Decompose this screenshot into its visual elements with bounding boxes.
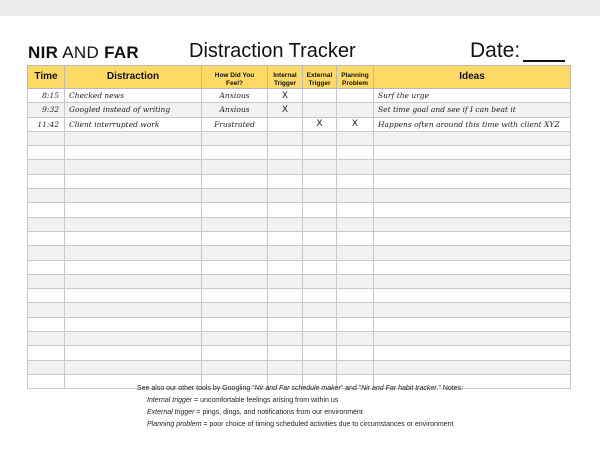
cell-ideas[interactable] [374,146,571,160]
table-row [28,289,571,303]
cell-time[interactable] [28,174,65,188]
cell-ideas[interactable] [374,260,571,274]
notes-internal-def: = uncomfortable feelings arising from within us [192,397,339,404]
cell-time[interactable] [28,260,65,274]
cell-feel[interactable] [202,174,268,188]
cell-time[interactable]: 8:15 [28,89,65,103]
notes-planning-def: = poor choice of timing scheduled activities due to circumstances or environment [201,421,454,428]
cell-distraction[interactable] [65,160,202,174]
cell-ideas[interactable] [374,131,571,145]
cell-external-trigger[interactable] [303,260,337,274]
cell-internal-trigger[interactable] [268,246,303,260]
cell-distraction[interactable] [65,317,202,331]
cell-time[interactable] [28,189,65,203]
cell-planning-problem[interactable] [337,203,374,217]
cell-ideas[interactable] [374,217,571,231]
cell-planning-problem[interactable] [337,289,374,303]
cell-planning-problem[interactable] [337,89,374,103]
cell-feel[interactable] [202,332,268,346]
cell-internal-trigger[interactable] [268,317,303,331]
table-header-row [28,66,571,89]
cell-feel[interactable] [202,160,268,174]
cell-external-trigger[interactable] [303,174,337,188]
col-header-internal-trigger [268,66,303,89]
cell-distraction[interactable] [65,231,202,245]
cell-internal-trigger[interactable] [268,203,303,217]
cell-feel[interactable] [202,146,268,160]
cell-ideas[interactable] [374,231,571,245]
cell-internal-trigger[interactable] [268,289,303,303]
cell-external-trigger[interactable] [303,332,337,346]
cell-feel[interactable] [202,131,268,145]
cell-distraction[interactable] [65,174,202,188]
cell-time[interactable] [28,246,65,260]
notes-line-planning [137,419,463,431]
col-header-planning-line1: Planning [341,72,369,79]
col-header-feel [202,66,268,89]
cell-ideas[interactable]: Set time goal and see if I can beat it [374,103,571,117]
cell-ideas[interactable] [374,360,571,374]
cell-time[interactable] [28,346,65,360]
table-row [28,217,571,231]
cell-distraction[interactable]: Checked news [65,89,202,103]
cell-internal-trigger[interactable] [268,217,303,231]
cell-feel[interactable]: Anxious [202,89,268,103]
cell-internal-trigger[interactable] [268,146,303,160]
cell-external-trigger[interactable] [303,317,337,331]
table-row [28,346,571,360]
cell-planning-problem[interactable] [337,246,374,260]
cell-distraction[interactable] [65,203,202,217]
table-row [28,103,571,117]
cell-external-trigger[interactable] [303,303,337,317]
col-header-ideas: Ideas [374,66,571,89]
cell-planning-problem[interactable] [337,160,374,174]
cell-internal-trigger[interactable] [268,332,303,346]
cell-ideas[interactable] [374,332,571,346]
table-row [28,303,571,317]
cell-planning-problem[interactable] [337,317,374,331]
notes-internal-term: Internal trigger [147,397,193,404]
cell-feel[interactable] [202,246,268,260]
cell-planning-problem[interactable] [337,360,374,374]
cell-feel[interactable] [202,231,268,245]
table-row [28,189,571,203]
cell-ideas[interactable] [374,174,571,188]
cell-internal-trigger[interactable] [268,131,303,145]
cell-feel[interactable] [202,217,268,231]
notes-tool-schedule-maker: Nir and Far schedule maker [254,385,341,392]
cell-feel[interactable] [202,317,268,331]
cell-distraction[interactable]: Client interrupted work [65,117,202,131]
notes-line-external [137,407,463,419]
col-header-internal-line1: Internal [273,72,297,79]
cell-internal-trigger[interactable] [268,346,303,360]
cell-feel[interactable] [202,346,268,360]
date-blank-line[interactable] [523,60,565,62]
col-header-feel-line1: How Did You [214,72,255,79]
cell-ideas[interactable] [374,246,571,260]
table-row [28,89,571,103]
cell-feel[interactable] [202,189,268,203]
cell-distraction[interactable]: Googled instead of writing [65,103,202,117]
cell-external-trigger[interactable] [303,246,337,260]
cell-time[interactable] [28,217,65,231]
cell-distraction[interactable] [65,346,202,360]
cell-distraction[interactable] [65,131,202,145]
cell-internal-trigger[interactable] [268,189,303,203]
cell-external-trigger[interactable] [303,189,337,203]
cell-planning-problem[interactable] [337,231,374,245]
table-row [28,317,571,331]
cell-ideas[interactable]: Happens often around this time with client XYZ [374,117,571,131]
brand-nir: NIR [28,43,59,62]
cell-time[interactable] [28,231,65,245]
cell-time[interactable] [28,332,65,346]
cell-feel[interactable]: Frustrated [202,117,268,131]
cell-distraction[interactable] [65,303,202,317]
cell-internal-trigger[interactable]: X [268,89,303,103]
table-row [28,231,571,245]
table-row [28,146,571,160]
cell-time[interactable]: 9:32 [28,103,65,117]
cell-internal-trigger[interactable] [268,174,303,188]
cell-distraction[interactable] [65,217,202,231]
cell-internal-trigger[interactable] [268,274,303,288]
brand-far: FAR [104,43,140,62]
cell-internal-trigger[interactable] [268,360,303,374]
cell-feel[interactable] [202,274,268,288]
cell-external-trigger[interactable] [303,231,337,245]
col-header-feel-line2: Feel? [226,79,243,87]
cell-internal-trigger[interactable] [268,303,303,317]
date-label: Date: [470,39,521,62]
cell-feel[interactable] [202,303,268,317]
cell-external-trigger[interactable] [303,203,337,217]
cell-external-trigger[interactable] [303,289,337,303]
cell-time[interactable] [28,317,65,331]
table-row [28,246,571,260]
col-header-external-line1: External [306,72,333,79]
cell-ideas[interactable] [374,317,571,331]
cell-external-trigger[interactable] [303,360,337,374]
cell-distraction[interactable] [65,332,202,346]
table-row [28,174,571,188]
cell-ideas[interactable] [374,189,571,203]
cell-ideas[interactable] [374,203,571,217]
cell-external-trigger[interactable] [303,131,337,145]
notes-planning-term: Planning problem [147,421,202,428]
table-row [28,360,571,374]
col-header-internal-line2: Trigger [273,79,297,87]
cell-distraction[interactable] [65,246,202,260]
cell-planning-problem[interactable] [337,332,374,346]
brand-and: AND [62,43,100,62]
cell-planning-problem[interactable] [337,103,374,117]
col-header-planning-problem [337,66,374,89]
cell-external-trigger[interactable]: X [303,117,337,131]
cell-planning-problem[interactable] [337,303,374,317]
cell-external-trigger[interactable] [303,103,337,117]
cell-internal-trigger[interactable] [268,260,303,274]
cell-planning-problem[interactable] [337,189,374,203]
cell-ideas[interactable] [374,274,571,288]
cell-time[interactable] [28,360,65,374]
cell-ideas[interactable] [374,160,571,174]
cell-distraction[interactable] [65,260,202,274]
brand-logo [28,43,139,63]
cell-internal-trigger[interactable] [268,160,303,174]
table-row [28,203,571,217]
cell-ideas[interactable] [374,289,571,303]
table-row [28,274,571,288]
cell-distraction[interactable] [65,274,202,288]
cell-distraction[interactable] [65,146,202,160]
cell-planning-problem[interactable] [337,131,374,145]
cell-external-trigger[interactable] [303,346,337,360]
notes-prefix: See also our other tools by Googling “ [137,385,255,392]
col-header-time: Time [28,66,65,89]
cell-internal-trigger[interactable] [268,231,303,245]
notes-line-internal [137,395,463,407]
cell-planning-problem[interactable] [337,260,374,274]
cell-time[interactable] [28,289,65,303]
notes-line-tools [137,383,463,395]
table-row [28,260,571,274]
page-title: Distraction Tracker [189,40,356,62]
cell-planning-problem[interactable] [337,174,374,188]
cell-internal-trigger[interactable]: X [268,103,303,117]
notes-external-term: External trigger [147,409,195,416]
notes-block [137,383,463,431]
cell-time[interactable]: 11:42 [28,117,65,131]
notes-tool-habit-tracker: Nir and Far habit tracker [361,385,437,392]
table-row [28,131,571,145]
cell-distraction[interactable] [65,360,202,374]
cell-time[interactable] [28,303,65,317]
cell-planning-problem[interactable] [337,274,374,288]
col-header-external-trigger [303,66,337,89]
cell-feel[interactable] [202,360,268,374]
cell-planning-problem[interactable] [337,146,374,160]
cell-ideas[interactable] [374,346,571,360]
notes-suffix: .” Notes: [436,385,464,392]
cell-external-trigger[interactable] [303,89,337,103]
cell-distraction[interactable] [65,189,202,203]
cell-time[interactable] [28,146,65,160]
cell-planning-problem[interactable] [337,346,374,360]
cell-ideas[interactable] [374,303,571,317]
cell-time[interactable] [28,274,65,288]
cell-time[interactable] [28,160,65,174]
cell-external-trigger[interactable] [303,146,337,160]
cell-time[interactable] [28,374,65,388]
cell-external-trigger[interactable] [303,217,337,231]
table-row [28,117,571,131]
col-header-distraction: Distraction [65,66,202,89]
notes-mid: ” and “ [340,385,362,392]
cell-time[interactable] [28,131,65,145]
cell-feel[interactable] [202,203,268,217]
table-body [28,89,571,389]
cell-internal-trigger[interactable] [268,117,303,131]
cell-planning-problem[interactable]: X [337,117,374,131]
col-header-external-line2: Trigger [308,79,331,87]
col-header-planning-line2: Problem [341,79,368,87]
table-row [28,160,571,174]
cell-ideas[interactable]: Surf the urge [374,89,571,103]
page-top-band [0,0,600,16]
table-row [28,332,571,346]
notes-external-def: = pings, dings, and notifications from our environment [194,409,363,416]
cell-external-trigger[interactable] [303,160,337,174]
cell-planning-problem[interactable] [337,217,374,231]
cell-time[interactable] [28,203,65,217]
cell-feel[interactable] [202,289,268,303]
cell-feel[interactable] [202,260,268,274]
cell-external-trigger[interactable] [303,274,337,288]
cell-distraction[interactable] [65,289,202,303]
cell-feel[interactable]: Anxious [202,103,268,117]
distraction-table [27,65,571,389]
